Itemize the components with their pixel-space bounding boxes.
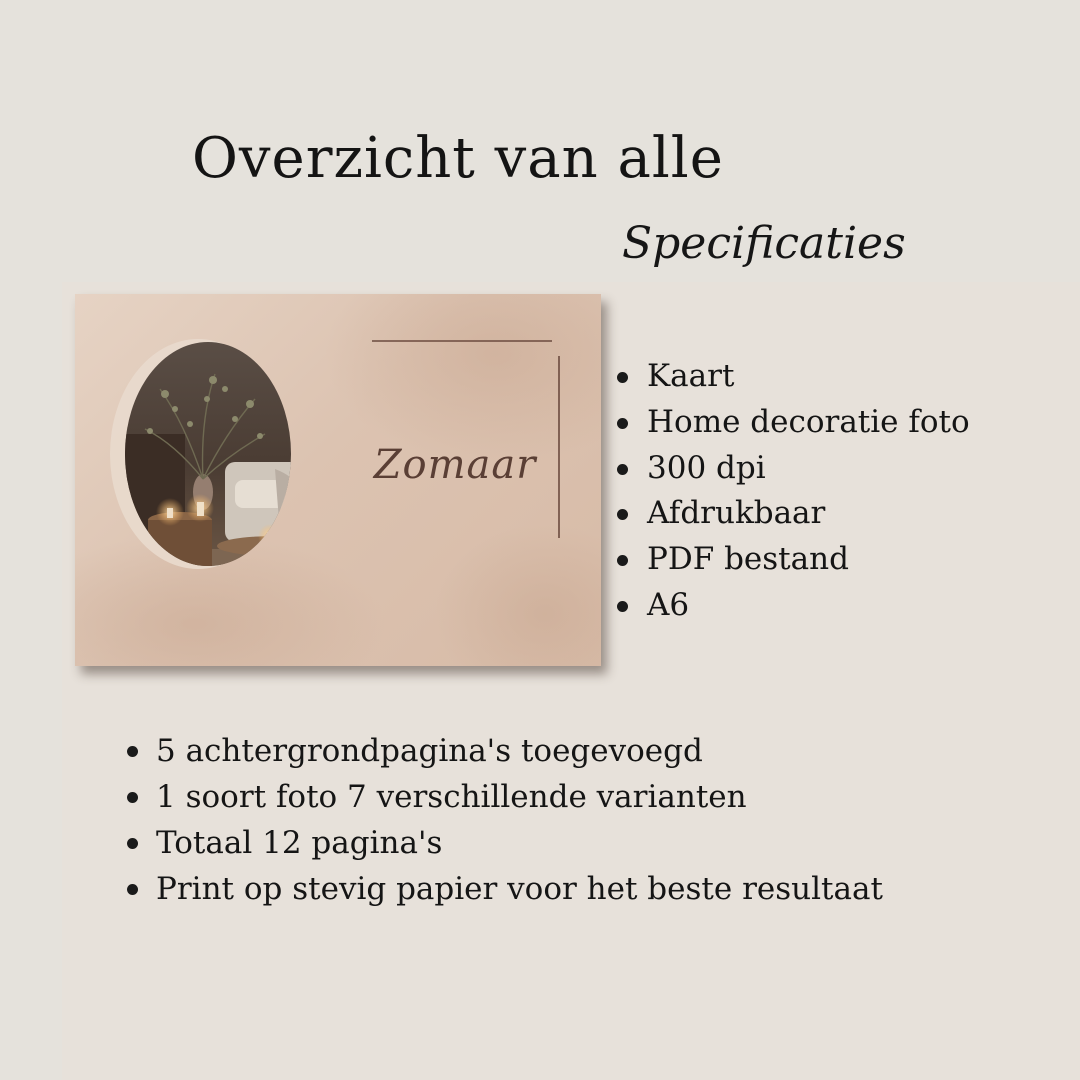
list-item <box>616 537 970 583</box>
list-item <box>124 728 884 774</box>
bullet-icon <box>617 509 628 520</box>
list-item <box>616 583 970 629</box>
bullet-icon <box>127 746 138 757</box>
spec-label: Afdrukbaar <box>647 495 826 532</box>
page-subtitle: Specificaties <box>622 218 906 269</box>
bullet-icon <box>617 372 628 383</box>
list-item <box>124 774 884 820</box>
list-item <box>124 866 884 912</box>
spec-list <box>616 354 970 629</box>
bullet-icon <box>617 418 628 429</box>
extra-label: Print op stevig papier voor het beste resultaat <box>156 871 883 907</box>
bullet-icon <box>127 838 138 849</box>
list-item <box>616 491 970 537</box>
bullet-icon <box>127 792 138 803</box>
spec-label: 300 dpi <box>647 449 766 486</box>
bullet-icon <box>127 884 138 895</box>
spec-label: Kaart <box>647 358 735 394</box>
extra-label: Totaal 12 pagina's <box>156 825 443 861</box>
spec-label: A6 <box>647 586 690 623</box>
spec-label: Home decoratie foto <box>647 403 970 440</box>
list-item <box>616 446 970 492</box>
list-item <box>124 820 884 866</box>
list-item <box>616 400 970 446</box>
extras-list <box>124 728 884 912</box>
card-label: Zomaar <box>373 442 537 488</box>
extra-label: 5 achtergrondpagina's toegevoegd <box>156 733 703 769</box>
bullet-icon <box>617 555 628 566</box>
spec-label: PDF bestand <box>647 541 849 578</box>
list-item <box>616 354 970 400</box>
bullet-icon <box>617 464 628 475</box>
bullet-icon <box>617 601 628 612</box>
page-title: Overzicht van alle <box>192 126 724 191</box>
card-preview <box>75 294 601 666</box>
extra-label: 1 soort foto 7 verschillende varianten <box>156 779 747 815</box>
